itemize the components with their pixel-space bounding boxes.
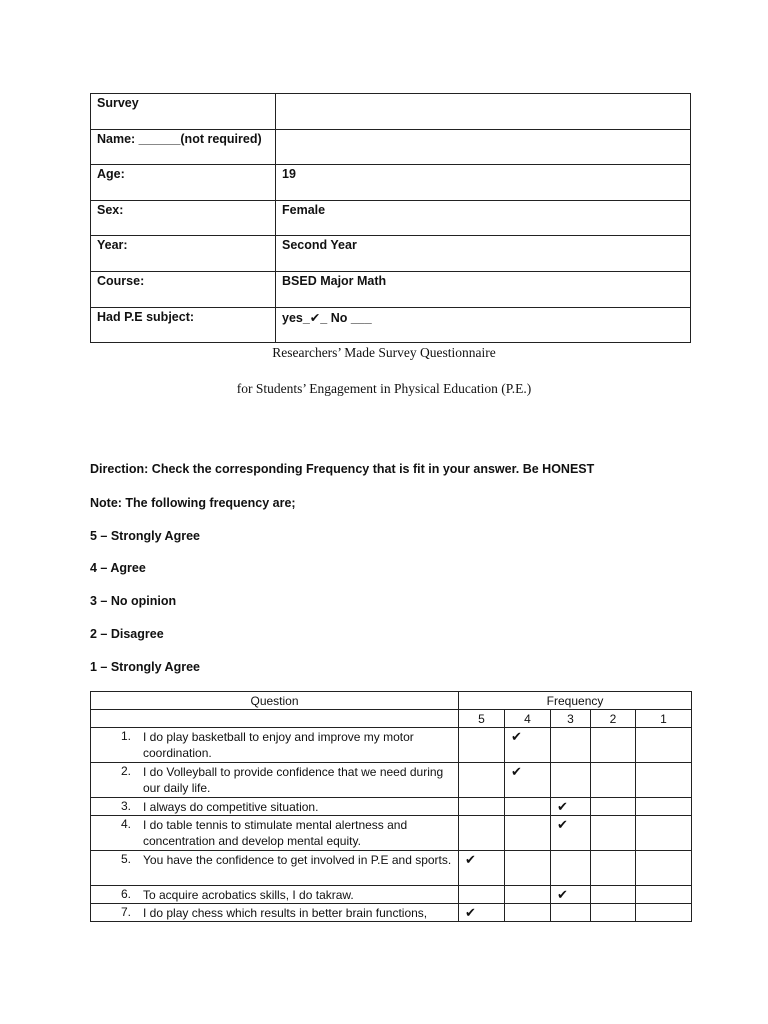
info-row-year	[91, 236, 691, 272]
question-cell	[91, 763, 459, 798]
note-text: Note: The following frequency are;	[90, 496, 296, 510]
question-row	[91, 763, 692, 798]
frequency-option-4[interactable]	[505, 886, 551, 904]
question-row	[91, 886, 692, 904]
info-row-survey	[91, 94, 691, 130]
document-subtitle: for Students’ Engagement in Physical Education (P.E.)	[236, 381, 532, 396]
question-number: 6.	[120, 887, 131, 901]
frequency-option-2[interactable]	[591, 904, 636, 922]
frequency-option-4[interactable]	[505, 728, 551, 763]
info-label: Survey	[91, 94, 276, 130]
frequency-option-2[interactable]	[591, 798, 636, 816]
scale-header-4: 4	[505, 710, 551, 728]
frequency-option-3[interactable]	[551, 816, 591, 851]
info-label: Year:	[91, 236, 276, 272]
blank-header-cell	[91, 710, 459, 728]
respondent-info-table	[90, 93, 691, 343]
direction-text: Direction: Check the corresponding Frequency that is fit in your answer. Be HONEST	[90, 462, 595, 476]
info-label: Had P.E subject:	[91, 307, 276, 343]
question-cell	[91, 798, 459, 816]
frequency-option-2[interactable]	[591, 886, 636, 904]
frequency-option-5[interactable]	[459, 816, 505, 851]
question-number: 3.	[120, 799, 131, 813]
question-row	[91, 851, 692, 886]
frequency-option-1[interactable]	[636, 904, 692, 922]
scale-header-5: 5	[459, 710, 505, 728]
info-row-course	[91, 271, 691, 307]
info-row-age	[91, 165, 691, 201]
checkmark-icon: ✔	[465, 905, 476, 920]
question-row	[91, 728, 692, 763]
question-number: 5.	[120, 852, 131, 866]
info-value	[276, 94, 691, 130]
question-text: I do table tennis to stimulate mental alertness and concentration and develop mental equity.	[143, 818, 408, 848]
question-text: I do play chess which results in better brain functions,	[143, 906, 428, 920]
frequency-option-3[interactable]	[551, 763, 591, 798]
question-number: 1.	[120, 729, 131, 743]
frequency-option-1[interactable]	[636, 763, 692, 798]
scale-header-3: 3	[551, 710, 591, 728]
info-row-pe-subject	[91, 307, 691, 343]
checkmark-icon: ✔	[557, 817, 568, 832]
frequency-option-5[interactable]	[459, 851, 505, 886]
frequency-option-5[interactable]	[459, 728, 505, 763]
frequency-option-3[interactable]	[551, 728, 591, 763]
frequency-option-1[interactable]	[636, 851, 692, 886]
frequency-option-2[interactable]	[591, 763, 636, 798]
info-value: Female	[276, 200, 691, 236]
question-cell	[91, 886, 459, 904]
question-text: I do play basketball to enjoy and improve my motor coordination.	[143, 730, 414, 760]
document-title: Researchers’ Made Survey Questionnaire	[272, 345, 496, 360]
frequency-option-5[interactable]	[459, 763, 505, 798]
frequency-option-2[interactable]	[591, 851, 636, 886]
question-cell	[91, 904, 459, 922]
frequency-option-1[interactable]	[636, 886, 692, 904]
scale-header-2: 2	[591, 710, 636, 728]
info-value: BSED Major Math	[276, 271, 691, 307]
info-value: 19	[276, 165, 691, 201]
question-header: Question	[91, 692, 459, 710]
info-value: yes_✔_ No ___	[276, 307, 691, 343]
checkmark-icon: ✔	[557, 887, 568, 902]
frequency-option-1[interactable]	[636, 816, 692, 851]
frequency-header: Frequency	[459, 692, 692, 710]
question-number: 4.	[120, 817, 131, 831]
info-value: Second Year	[276, 236, 691, 272]
frequency-option-4[interactable]	[505, 816, 551, 851]
frequency-option-2[interactable]	[591, 816, 636, 851]
info-value	[276, 129, 691, 165]
question-text: To acquire acrobatics skills, I do takraw.	[143, 888, 354, 902]
frequency-option-4[interactable]	[505, 851, 551, 886]
question-row	[91, 798, 692, 816]
question-text: I do Volleyball to provide confidence that we need during our daily life.	[143, 765, 444, 795]
scale-item-4: 4 – Agree	[90, 561, 146, 575]
question-text: You have the confidence to get involved in P.E and sports.	[143, 853, 452, 867]
frequency-option-4[interactable]	[505, 763, 551, 798]
scale-header-row	[91, 710, 692, 728]
frequency-option-2[interactable]	[591, 728, 636, 763]
frequency-option-5[interactable]	[459, 798, 505, 816]
scale-item-1: 1 – Strongly Agree	[90, 660, 200, 674]
question-number: 7.	[120, 905, 131, 919]
frequency-option-3[interactable]	[551, 851, 591, 886]
checkmark-icon: ✔	[465, 852, 476, 867]
frequency-option-3[interactable]	[551, 886, 591, 904]
info-label: Age:	[91, 165, 276, 201]
frequency-header-row	[91, 692, 692, 710]
question-row	[91, 816, 692, 851]
question-number: 2.	[120, 764, 131, 778]
checkmark-icon: ✔	[511, 729, 522, 744]
info-label: Name: ______(not required)	[91, 129, 276, 165]
frequency-option-3[interactable]	[551, 798, 591, 816]
question-cell	[91, 728, 459, 763]
info-label: Course:	[91, 271, 276, 307]
scale-item-5: 5 – Strongly Agree	[90, 529, 200, 543]
checkmark-icon: ✔	[511, 764, 522, 779]
question-cell	[91, 851, 459, 886]
frequency-option-3[interactable]	[551, 904, 591, 922]
question-row	[91, 904, 692, 922]
frequency-option-4[interactable]	[505, 798, 551, 816]
frequency-option-4[interactable]	[505, 904, 551, 922]
frequency-option-5[interactable]	[459, 904, 505, 922]
frequency-option-1[interactable]	[636, 728, 692, 763]
checkmark-icon: ✔	[557, 799, 568, 814]
info-label: Sex:	[91, 200, 276, 236]
frequency-table	[90, 691, 692, 922]
info-row-name	[91, 129, 691, 165]
frequency-option-1[interactable]	[636, 798, 692, 816]
question-text: I always do competitive situation.	[143, 800, 319, 814]
info-row-sex	[91, 200, 691, 236]
frequency-option-5[interactable]	[459, 886, 505, 904]
scale-header-1: 1	[636, 710, 692, 728]
scale-item-3: 3 – No opinion	[90, 594, 177, 608]
scale-item-2: 2 – Disagree	[90, 627, 164, 641]
question-cell	[91, 816, 459, 851]
